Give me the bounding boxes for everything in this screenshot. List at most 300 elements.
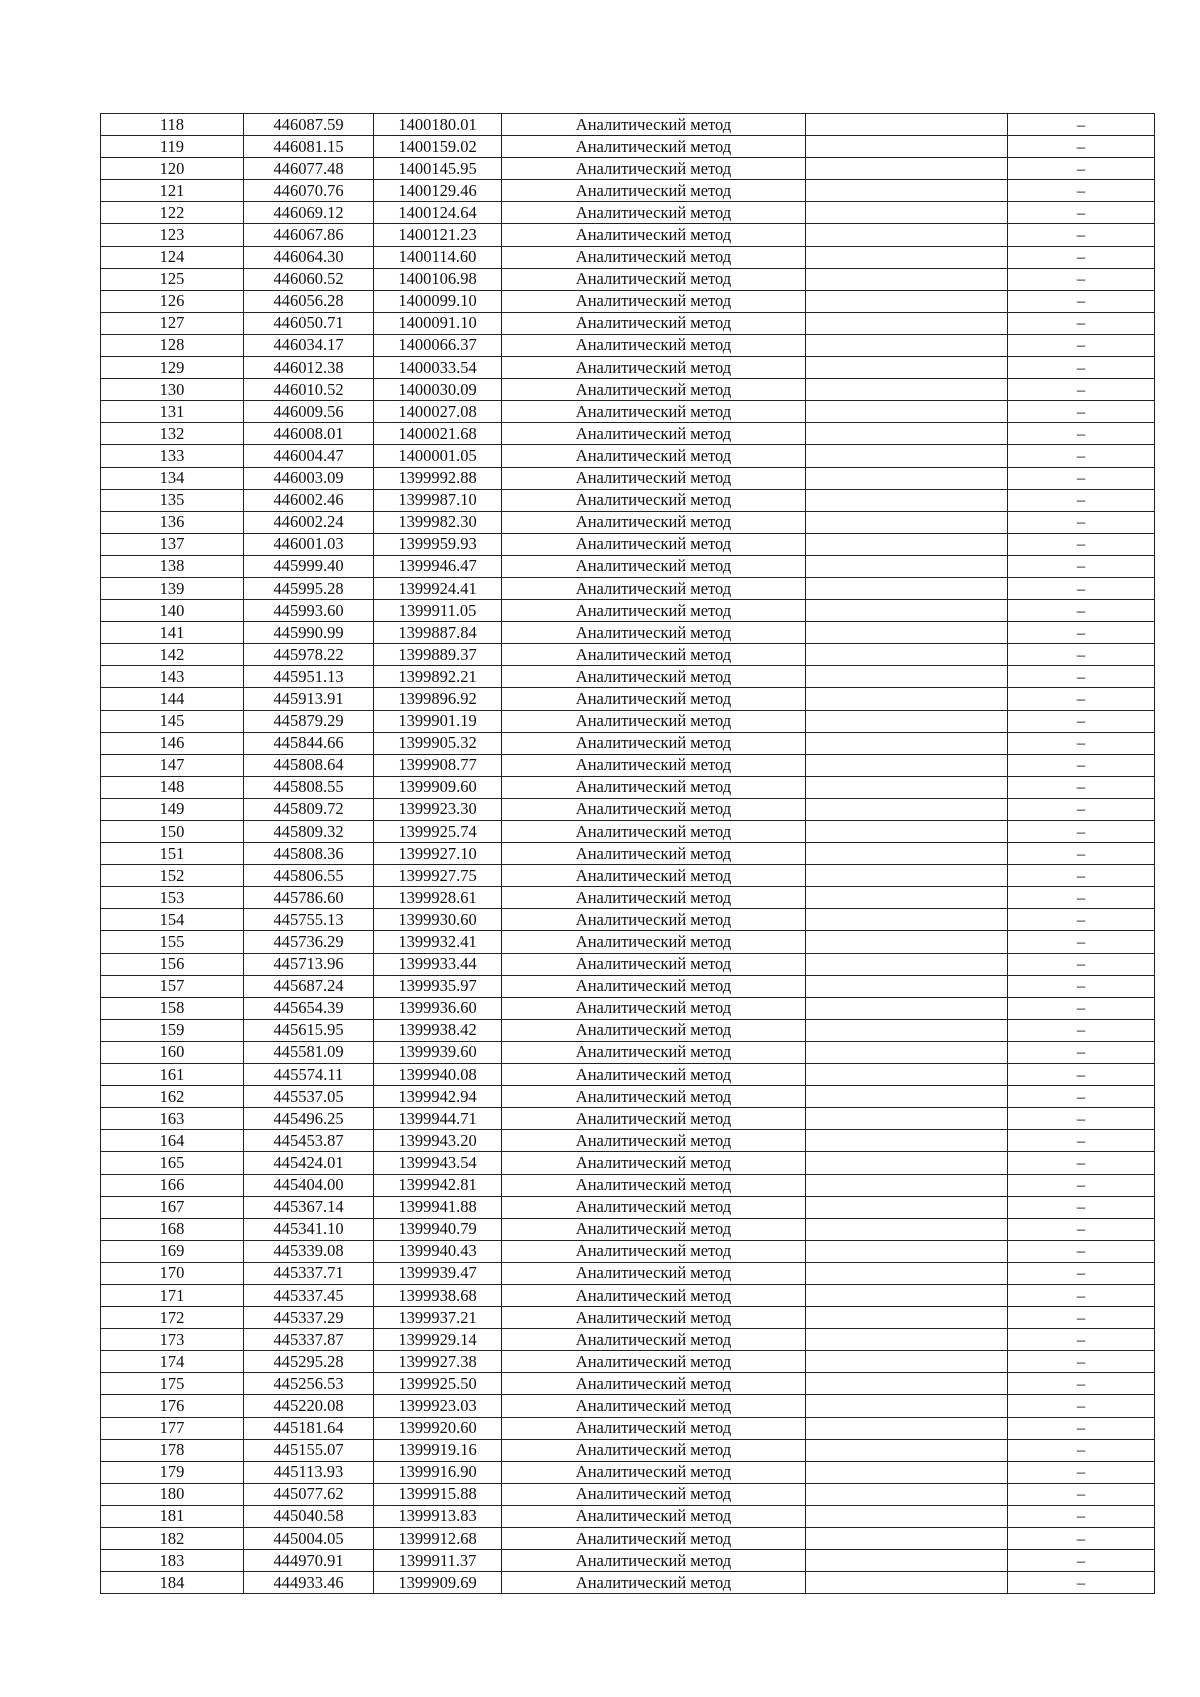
accuracy-cell (806, 1086, 1008, 1108)
accuracy-cell (806, 357, 1008, 379)
x-coordinate-cell: 445004.05 (244, 1528, 374, 1550)
method-cell: Аналитический метод (502, 1262, 806, 1284)
y-coordinate-cell: 1400129.46 (374, 180, 502, 202)
y-coordinate-cell: 1400066.37 (374, 334, 502, 356)
description-cell: – (1008, 1174, 1155, 1196)
table-row (101, 953, 1155, 975)
accuracy-cell (806, 467, 1008, 489)
description-cell: – (1008, 622, 1155, 644)
accuracy-cell (806, 268, 1008, 290)
point-number-cell: 155 (101, 931, 244, 953)
accuracy-cell (806, 1240, 1008, 1262)
table-row (101, 1461, 1155, 1483)
point-number-cell: 184 (101, 1572, 244, 1594)
accuracy-cell (806, 1174, 1008, 1196)
table-row (101, 909, 1155, 931)
method-cell: Аналитический метод (502, 1130, 806, 1152)
accuracy-cell (806, 865, 1008, 887)
point-number-cell: 181 (101, 1505, 244, 1527)
x-coordinate-cell: 445654.39 (244, 997, 374, 1019)
method-cell: Аналитический метод (502, 158, 806, 180)
point-number-cell: 121 (101, 180, 244, 202)
table-row (101, 644, 1155, 666)
x-coordinate-cell: 446069.12 (244, 202, 374, 224)
x-coordinate-cell: 446050.71 (244, 312, 374, 334)
y-coordinate-cell: 1399940.08 (374, 1064, 502, 1086)
point-number-cell: 124 (101, 246, 244, 268)
description-cell: – (1008, 1064, 1155, 1086)
x-coordinate-cell: 445713.96 (244, 953, 374, 975)
x-coordinate-cell: 445337.29 (244, 1307, 374, 1329)
description-cell: – (1008, 909, 1155, 931)
point-number-cell: 147 (101, 754, 244, 776)
accuracy-cell (806, 1395, 1008, 1417)
point-number-cell: 128 (101, 334, 244, 356)
method-cell: Аналитический метод (502, 555, 806, 577)
method-cell: Аналитический метод (502, 467, 806, 489)
point-number-cell: 167 (101, 1196, 244, 1218)
y-coordinate-cell: 1399927.75 (374, 865, 502, 887)
y-coordinate-cell: 1399939.60 (374, 1041, 502, 1063)
method-cell: Аналитический метод (502, 1373, 806, 1395)
x-coordinate-cell: 445999.40 (244, 555, 374, 577)
y-coordinate-cell: 1400027.08 (374, 401, 502, 423)
y-coordinate-cell: 1400145.95 (374, 158, 502, 180)
method-cell: Аналитический метод (502, 357, 806, 379)
table-row (101, 533, 1155, 555)
description-cell: – (1008, 1108, 1155, 1130)
table-row (101, 798, 1155, 820)
table-row (101, 997, 1155, 1019)
table-row (101, 224, 1155, 246)
method-cell: Аналитический метод (502, 202, 806, 224)
accuracy-cell (806, 1218, 1008, 1240)
point-number-cell: 169 (101, 1240, 244, 1262)
y-coordinate-cell: 1400121.23 (374, 224, 502, 246)
y-coordinate-cell: 1400091.10 (374, 312, 502, 334)
point-number-cell: 145 (101, 710, 244, 732)
method-cell: Аналитический метод (502, 1461, 806, 1483)
description-cell: – (1008, 180, 1155, 202)
point-number-cell: 152 (101, 865, 244, 887)
table-row (101, 1417, 1155, 1439)
x-coordinate-cell: 445040.58 (244, 1505, 374, 1527)
method-cell: Аналитический метод (502, 688, 806, 710)
y-coordinate-cell: 1399916.90 (374, 1461, 502, 1483)
point-number-cell: 125 (101, 268, 244, 290)
point-number-cell: 132 (101, 423, 244, 445)
table-row (101, 710, 1155, 732)
description-cell: – (1008, 1528, 1155, 1550)
table-row (101, 1373, 1155, 1395)
method-cell: Аналитический метод (502, 114, 806, 136)
y-coordinate-cell: 1399987.10 (374, 489, 502, 511)
accuracy-cell (806, 1130, 1008, 1152)
description-cell: – (1008, 357, 1155, 379)
description-cell: – (1008, 644, 1155, 666)
table-row (101, 114, 1155, 136)
table-row (101, 357, 1155, 379)
accuracy-cell (806, 953, 1008, 975)
x-coordinate-cell: 445995.28 (244, 577, 374, 599)
point-number-cell: 172 (101, 1307, 244, 1329)
method-cell: Аналитический метод (502, 268, 806, 290)
description-cell: – (1008, 732, 1155, 754)
table-row (101, 1307, 1155, 1329)
x-coordinate-cell: 445339.08 (244, 1240, 374, 1262)
y-coordinate-cell: 1399919.16 (374, 1439, 502, 1461)
y-coordinate-cell: 1400180.01 (374, 114, 502, 136)
point-number-cell: 126 (101, 290, 244, 312)
method-cell: Аналитический метод (502, 445, 806, 467)
method-cell: Аналитический метод (502, 600, 806, 622)
description-cell: – (1008, 1329, 1155, 1351)
y-coordinate-cell: 1399938.68 (374, 1284, 502, 1306)
point-number-cell: 175 (101, 1373, 244, 1395)
y-coordinate-cell: 1399992.88 (374, 467, 502, 489)
y-coordinate-cell: 1399887.84 (374, 622, 502, 644)
accuracy-cell (806, 555, 1008, 577)
x-coordinate-cell: 445615.95 (244, 1019, 374, 1041)
y-coordinate-cell: 1399935.97 (374, 975, 502, 997)
table-row (101, 1528, 1155, 1550)
table-row (101, 1483, 1155, 1505)
y-coordinate-cell: 1399905.32 (374, 732, 502, 754)
x-coordinate-cell: 445220.08 (244, 1395, 374, 1417)
point-number-cell: 130 (101, 379, 244, 401)
y-coordinate-cell: 1399909.69 (374, 1572, 502, 1594)
description-cell: – (1008, 136, 1155, 158)
description-cell: – (1008, 710, 1155, 732)
description-cell: – (1008, 1351, 1155, 1373)
description-cell: – (1008, 1483, 1155, 1505)
y-coordinate-cell: 1399932.41 (374, 931, 502, 953)
accuracy-cell (806, 401, 1008, 423)
table-row (101, 754, 1155, 776)
x-coordinate-cell: 445755.13 (244, 909, 374, 931)
accuracy-cell (806, 511, 1008, 533)
x-coordinate-cell: 445687.24 (244, 975, 374, 997)
table-row (101, 423, 1155, 445)
point-number-cell: 168 (101, 1218, 244, 1240)
accuracy-cell (806, 1307, 1008, 1329)
description-cell: – (1008, 1196, 1155, 1218)
x-coordinate-cell: 446010.52 (244, 379, 374, 401)
method-cell: Аналитический метод (502, 1572, 806, 1594)
table-row (101, 1351, 1155, 1373)
x-coordinate-cell: 445574.11 (244, 1064, 374, 1086)
accuracy-cell (806, 1528, 1008, 1550)
description-cell: – (1008, 1041, 1155, 1063)
x-coordinate-cell: 445808.55 (244, 776, 374, 798)
method-cell: Аналитический метод (502, 423, 806, 445)
table-row (101, 334, 1155, 356)
description-cell: – (1008, 953, 1155, 975)
point-number-cell: 156 (101, 953, 244, 975)
point-number-cell: 139 (101, 577, 244, 599)
x-coordinate-cell: 445453.87 (244, 1130, 374, 1152)
x-coordinate-cell: 445256.53 (244, 1373, 374, 1395)
description-cell: – (1008, 1439, 1155, 1461)
accuracy-cell (806, 334, 1008, 356)
description-cell: – (1008, 1240, 1155, 1262)
method-cell: Аналитический метод (502, 1064, 806, 1086)
description-cell: – (1008, 577, 1155, 599)
method-cell: Аналитический метод (502, 290, 806, 312)
table-row (101, 202, 1155, 224)
point-number-cell: 122 (101, 202, 244, 224)
table-row (101, 577, 1155, 599)
y-coordinate-cell: 1399927.38 (374, 1351, 502, 1373)
accuracy-cell (806, 754, 1008, 776)
description-cell: – (1008, 821, 1155, 843)
x-coordinate-cell: 446003.09 (244, 467, 374, 489)
method-cell: Аналитический метод (502, 997, 806, 1019)
description-cell: – (1008, 489, 1155, 511)
y-coordinate-cell: 1399939.47 (374, 1262, 502, 1284)
y-coordinate-cell: 1399937.21 (374, 1307, 502, 1329)
y-coordinate-cell: 1399943.54 (374, 1152, 502, 1174)
table-row (101, 180, 1155, 202)
point-number-cell: 173 (101, 1329, 244, 1351)
description-cell: – (1008, 1284, 1155, 1306)
table-row (101, 1329, 1155, 1351)
description-cell: – (1008, 931, 1155, 953)
description-cell: – (1008, 1218, 1155, 1240)
description-cell: – (1008, 776, 1155, 798)
x-coordinate-cell: 445808.64 (244, 754, 374, 776)
accuracy-cell (806, 1152, 1008, 1174)
point-number-cell: 180 (101, 1483, 244, 1505)
accuracy-cell (806, 1373, 1008, 1395)
method-cell: Аналитический метод (502, 1395, 806, 1417)
description-cell: – (1008, 511, 1155, 533)
y-coordinate-cell: 1399943.20 (374, 1130, 502, 1152)
x-coordinate-cell: 445736.29 (244, 931, 374, 953)
method-cell: Аналитический метод (502, 511, 806, 533)
method-cell: Аналитический метод (502, 1550, 806, 1572)
x-coordinate-cell: 445424.01 (244, 1152, 374, 1174)
y-coordinate-cell: 1399942.94 (374, 1086, 502, 1108)
y-coordinate-cell: 1399908.77 (374, 754, 502, 776)
table-row (101, 843, 1155, 865)
y-coordinate-cell: 1399923.03 (374, 1395, 502, 1417)
description-cell: – (1008, 600, 1155, 622)
coordinates-table-body (101, 114, 1155, 1594)
description-cell: – (1008, 555, 1155, 577)
point-number-cell: 151 (101, 843, 244, 865)
table-row (101, 489, 1155, 511)
method-cell: Аналитический метод (502, 1483, 806, 1505)
point-number-cell: 159 (101, 1019, 244, 1041)
y-coordinate-cell: 1400030.09 (374, 379, 502, 401)
y-coordinate-cell: 1399936.60 (374, 997, 502, 1019)
description-cell: – (1008, 975, 1155, 997)
x-coordinate-cell: 445581.09 (244, 1041, 374, 1063)
y-coordinate-cell: 1399901.19 (374, 710, 502, 732)
point-number-cell: 150 (101, 821, 244, 843)
description-cell: – (1008, 467, 1155, 489)
accuracy-cell (806, 975, 1008, 997)
x-coordinate-cell: 446002.24 (244, 511, 374, 533)
method-cell: Аналитический метод (502, 1086, 806, 1108)
table-row (101, 1064, 1155, 1086)
description-cell: – (1008, 1019, 1155, 1041)
y-coordinate-cell: 1399942.81 (374, 1174, 502, 1196)
accuracy-cell (806, 997, 1008, 1019)
table-row (101, 931, 1155, 953)
point-number-cell: 154 (101, 909, 244, 931)
x-coordinate-cell: 446012.38 (244, 357, 374, 379)
x-coordinate-cell: 445341.10 (244, 1218, 374, 1240)
description-cell: – (1008, 445, 1155, 467)
method-cell: Аналитический метод (502, 1218, 806, 1240)
method-cell: Аналитический метод (502, 644, 806, 666)
x-coordinate-cell: 446002.46 (244, 489, 374, 511)
accuracy-cell (806, 312, 1008, 334)
point-number-cell: 120 (101, 158, 244, 180)
description-cell: – (1008, 887, 1155, 909)
accuracy-cell (806, 710, 1008, 732)
method-cell: Аналитический метод (502, 843, 806, 865)
x-coordinate-cell: 446081.15 (244, 136, 374, 158)
description-cell: – (1008, 114, 1155, 136)
method-cell: Аналитический метод (502, 379, 806, 401)
x-coordinate-cell: 445404.00 (244, 1174, 374, 1196)
method-cell: Аналитический метод (502, 533, 806, 555)
point-number-cell: 143 (101, 666, 244, 688)
x-coordinate-cell: 444970.91 (244, 1550, 374, 1572)
table-row (101, 776, 1155, 798)
accuracy-cell (806, 798, 1008, 820)
accuracy-cell (806, 379, 1008, 401)
point-number-cell: 133 (101, 445, 244, 467)
description-cell: – (1008, 666, 1155, 688)
table-row (101, 268, 1155, 290)
description-cell: – (1008, 1373, 1155, 1395)
accuracy-cell (806, 931, 1008, 953)
table-row (101, 555, 1155, 577)
point-number-cell: 178 (101, 1439, 244, 1461)
x-coordinate-cell: 446034.17 (244, 334, 374, 356)
accuracy-cell (806, 290, 1008, 312)
description-cell: – (1008, 1417, 1155, 1439)
point-number-cell: 153 (101, 887, 244, 909)
method-cell: Аналитический метод (502, 246, 806, 268)
y-coordinate-cell: 1399944.71 (374, 1108, 502, 1130)
y-coordinate-cell: 1399923.30 (374, 798, 502, 820)
description-cell: – (1008, 268, 1155, 290)
method-cell: Аналитический метод (502, 776, 806, 798)
description-cell: – (1008, 688, 1155, 710)
table-row (101, 1130, 1155, 1152)
table-row (101, 732, 1155, 754)
x-coordinate-cell: 446008.01 (244, 423, 374, 445)
x-coordinate-cell: 445537.05 (244, 1086, 374, 1108)
accuracy-cell (806, 887, 1008, 909)
point-number-cell: 123 (101, 224, 244, 246)
y-coordinate-cell: 1399928.61 (374, 887, 502, 909)
x-coordinate-cell: 445295.28 (244, 1351, 374, 1373)
method-cell: Аналитический метод (502, 1041, 806, 1063)
method-cell: Аналитический метод (502, 1108, 806, 1130)
description-cell: – (1008, 1130, 1155, 1152)
method-cell: Аналитический метод (502, 754, 806, 776)
x-coordinate-cell: 446077.48 (244, 158, 374, 180)
method-cell: Аналитический метод (502, 953, 806, 975)
table-row (101, 1196, 1155, 1218)
table-row (101, 467, 1155, 489)
method-cell: Аналитический метод (502, 1019, 806, 1041)
description-cell: – (1008, 290, 1155, 312)
x-coordinate-cell: 446009.56 (244, 401, 374, 423)
accuracy-cell (806, 1041, 1008, 1063)
accuracy-cell (806, 1572, 1008, 1594)
x-coordinate-cell: 445809.32 (244, 821, 374, 843)
y-coordinate-cell: 1399913.83 (374, 1505, 502, 1527)
y-coordinate-cell: 1399933.44 (374, 953, 502, 975)
y-coordinate-cell: 1399909.60 (374, 776, 502, 798)
point-number-cell: 183 (101, 1550, 244, 1572)
y-coordinate-cell: 1400033.54 (374, 357, 502, 379)
point-number-cell: 176 (101, 1395, 244, 1417)
table-row (101, 1218, 1155, 1240)
table-row (101, 290, 1155, 312)
table-row (101, 136, 1155, 158)
x-coordinate-cell: 444933.46 (244, 1572, 374, 1594)
x-coordinate-cell: 445337.87 (244, 1329, 374, 1351)
y-coordinate-cell: 1399892.21 (374, 666, 502, 688)
description-cell: – (1008, 1152, 1155, 1174)
x-coordinate-cell: 446064.30 (244, 246, 374, 268)
accuracy-cell (806, 158, 1008, 180)
point-number-cell: 157 (101, 975, 244, 997)
table-row (101, 1086, 1155, 1108)
method-cell: Аналитический метод (502, 710, 806, 732)
x-coordinate-cell: 445155.07 (244, 1439, 374, 1461)
table-row (101, 600, 1155, 622)
accuracy-cell (806, 533, 1008, 555)
point-number-cell: 162 (101, 1086, 244, 1108)
accuracy-cell (806, 600, 1008, 622)
y-coordinate-cell: 1399896.92 (374, 688, 502, 710)
x-coordinate-cell: 446004.47 (244, 445, 374, 467)
point-number-cell: 135 (101, 489, 244, 511)
table-row (101, 445, 1155, 467)
x-coordinate-cell: 446060.52 (244, 268, 374, 290)
description-cell: – (1008, 1550, 1155, 1572)
y-coordinate-cell: 1399982.30 (374, 511, 502, 533)
method-cell: Аналитический метод (502, 798, 806, 820)
accuracy-cell (806, 1284, 1008, 1306)
y-coordinate-cell: 1399912.68 (374, 1528, 502, 1550)
method-cell: Аналитический метод (502, 1174, 806, 1196)
point-number-cell: 149 (101, 798, 244, 820)
x-coordinate-cell: 445496.25 (244, 1108, 374, 1130)
accuracy-cell (806, 1329, 1008, 1351)
table-row (101, 1550, 1155, 1572)
accuracy-cell (806, 224, 1008, 246)
point-number-cell: 179 (101, 1461, 244, 1483)
method-cell: Аналитический метод (502, 224, 806, 246)
x-coordinate-cell: 446056.28 (244, 290, 374, 312)
point-number-cell: 142 (101, 644, 244, 666)
x-coordinate-cell: 445337.71 (244, 1262, 374, 1284)
method-cell: Аналитический метод (502, 1439, 806, 1461)
description-cell: – (1008, 1086, 1155, 1108)
accuracy-cell (806, 821, 1008, 843)
method-cell: Аналитический метод (502, 1307, 806, 1329)
